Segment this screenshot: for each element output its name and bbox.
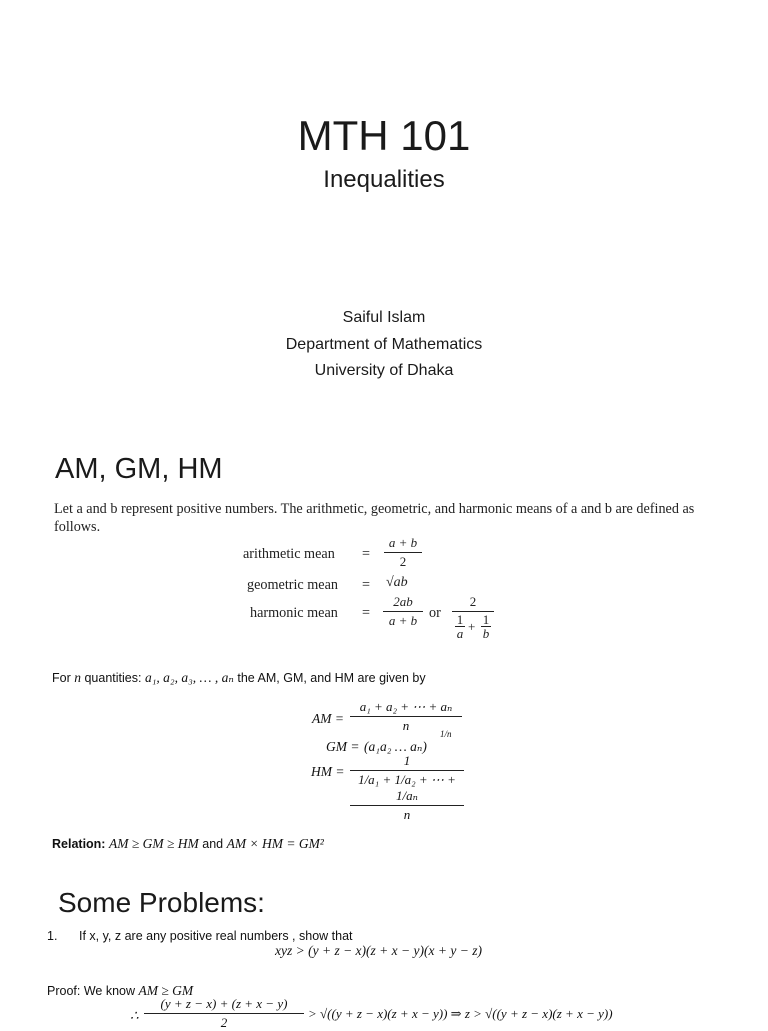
fraction-numerator: (y + z − x) + (z + x − y) [160,996,288,1011]
arithmetic-mean-equals: = [362,546,371,562]
fraction-numerator: 2ab [393,594,413,609]
n-line-middle: quantities: [84,671,142,685]
unit-numerator: 1 [456,612,464,627]
geometric-mean-label: geometric mean [247,577,338,593]
hm-lhs: HM = [311,764,345,779]
problem-1-text: If x, y, z are any positive real numbers , show that [79,929,353,943]
fraction-denominator: n [403,807,411,822]
plus-sign: + [382,772,392,787]
arithmetic-mean-fraction [384,535,422,570]
n-symbol: n [74,670,81,685]
means-intro-text: Let a and b represent positive numbers. The arithmetic, geometric, and harmonic means of a and b are defined as follows. [54,501,695,535]
unit-denominator: b [482,626,490,641]
unit-numerator: 1 [482,612,490,627]
harmonic-mean-fraction [383,594,423,629]
geometric-mean-expression: √ab [386,575,408,590]
n-line-prefix: For [52,671,71,685]
n-line-suffix: the AM, GM, and HM are given by [237,671,426,685]
unit-fraction-1a [455,613,465,640]
harmonic-mean-label: harmonic mean [250,605,338,621]
proof-fraction [144,996,304,1031]
relation-inequality: AM ≥ GM ≥ HM [108,836,199,851]
harmonic-mean-alt-fraction [452,594,494,643]
proof-rhs: > √((y + z − x)(z + x − y)) ⇒ z > √((y + z − x)(z + x − y)) [308,1006,613,1021]
unit-denominator: a [456,626,464,641]
hm-term-1: 1/a₁ [358,772,380,787]
relation-product: AM × HM = GM² [226,836,324,851]
arithmetic-mean-label: arithmetic mean [243,546,335,562]
am-lhs: AM = [312,711,344,726]
gm-rhs: (a₁a₂ … aₙ) [364,739,427,754]
fraction-bar [383,611,423,612]
fraction-bar [350,770,464,771]
page-subtitle: Inequalities [323,166,445,193]
hm-denominator-terms [350,772,464,804]
hm-term-2: 1/a₂ [394,772,416,787]
fraction-bar [350,716,462,717]
proof-therefore: ∴ [130,1008,139,1023]
hm-term-n: 1/aₙ [396,788,418,803]
proof-known: AM ≥ GM [138,983,194,998]
relation-label: Relation: [52,837,106,851]
relation-and: and [202,837,224,851]
fraction-denominator [452,613,494,643]
fraction-numerator: 2 [469,594,477,609]
hm-fraction [350,753,464,823]
fraction-bar [384,552,422,553]
fraction-bar [350,805,464,806]
author-name: Saiful Islam [342,309,426,326]
fraction-denominator: 2 [220,1015,228,1030]
plus-sign: + [468,619,476,634]
unit-fraction-1b [481,613,491,640]
author-university: University of Dhaka [314,362,454,379]
fraction-denominator: n [402,718,410,733]
fraction-denominator: a + b [388,613,418,628]
relation-line [52,836,324,852]
section-heading-problems: Some Problems: [58,887,265,918]
gm-lhs: GM = [326,739,360,754]
gm-exponent: 1/n [440,729,452,739]
page-title: MTH 101 [297,112,471,159]
harmonic-mean-or: or [429,605,441,621]
section-heading-means: AM, GM, HM [55,453,223,485]
geometric-mean-equals: = [362,577,371,593]
fraction-bar [144,1013,304,1014]
fraction-numerator: 1 [403,753,411,768]
n-quantities-line [52,670,426,686]
proof-lead: Proof: We know [47,984,136,998]
plus-dots: + ⋯ + [418,772,456,787]
fraction-denominator: 2 [399,554,407,569]
fraction-numerator: a + b [388,535,418,550]
n-sequence: a₁, a₂, a₃, … , aₙ [144,670,234,685]
problem-1-equation: xyz > (y + z − x)(z + x − y)(x + y − z) [275,943,482,958]
problem-1-number: 1. [47,929,58,943]
author-department: Department of Mathematics [285,336,483,353]
fraction-numerator: a₁ + a₂ + ⋯ + aₙ [359,699,453,714]
harmonic-mean-equals: = [362,605,371,621]
